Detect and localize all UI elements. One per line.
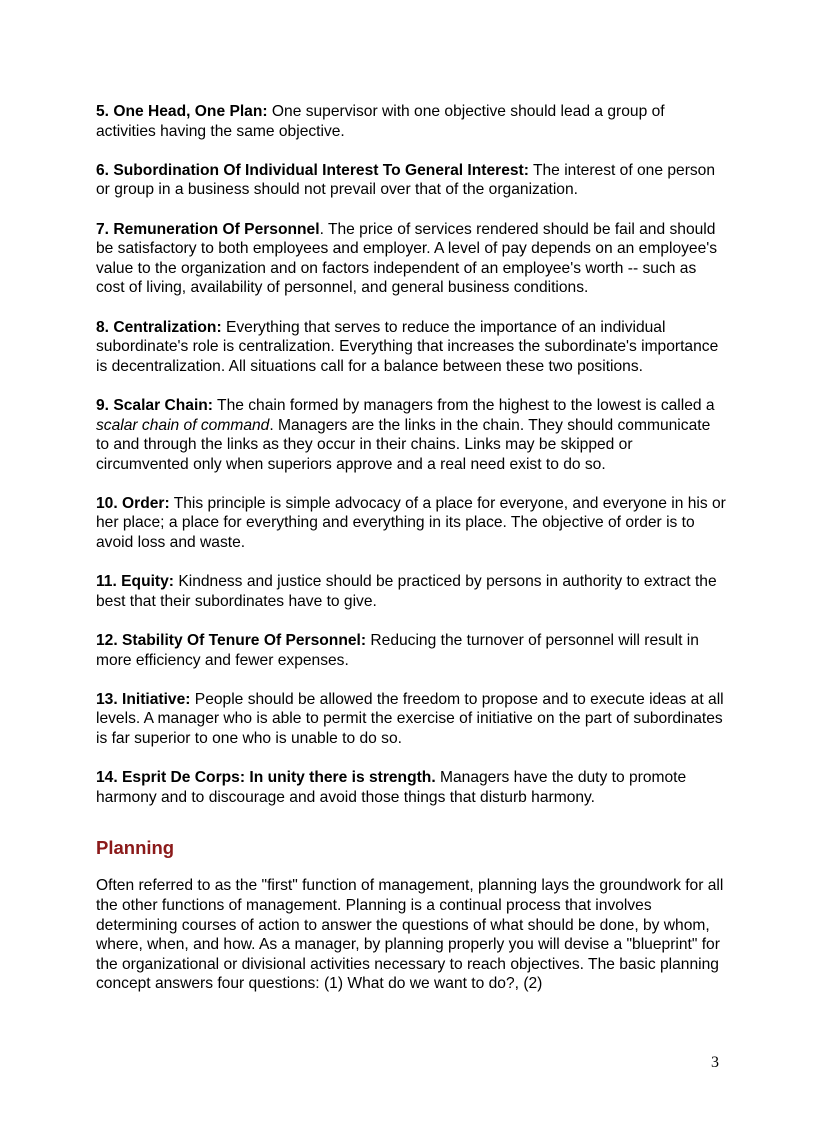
principle-12 xyxy=(96,631,726,670)
principle-10 xyxy=(96,494,726,553)
principle-title: 10. Order: xyxy=(96,494,170,512)
principle-title: 6. Subordination Of Individual Interest To General Interest: xyxy=(96,161,529,179)
principle-text: Kindness and justice should be practiced by persons in authority to extract the best that their subordinates have to give. xyxy=(96,573,717,610)
page-content xyxy=(96,102,726,1014)
principle-title: 12. Stability Of Tenure Of Personnel: xyxy=(96,632,367,650)
principle-9 xyxy=(96,396,726,474)
principle-text: Managers have the duty to promote harmony and to discourage and avoid those things that disturb harmony. xyxy=(96,769,687,806)
principle-7 xyxy=(96,220,726,298)
page-number: 3 xyxy=(711,1054,719,1071)
principle-title: 9. Scalar Chain: xyxy=(96,396,213,414)
principle-italic-term: scalar chain of command xyxy=(96,416,270,434)
principle-text: People should be allowed the freedom to propose and to execute ideas at all levels. A manager who is able to permit the exercise of initiative on the part of subordinates is far superior to one who is unable to do so. xyxy=(96,690,724,747)
principle-14 xyxy=(96,768,726,807)
principle-11 xyxy=(96,572,726,611)
section-heading-planning: Planning xyxy=(96,837,175,859)
principle-text: . The price of services rendered should be fail and should be satisfactory to both employees and employer. A level of pay depends on an employee's value to the organization and on factors independent of an employee's worth -- such as cost of living, availability of personnel, and general business conditions. xyxy=(96,220,718,297)
principle-text: One supervisor with one objective should lead a group of activities having the same objective. xyxy=(96,103,665,140)
principle-title: 8. Centralization: xyxy=(96,318,222,336)
principle-text: . Managers are the links in the chain. They should communicate to and through the links as they occur in their chains. Links may be skipped or circumvented only when superiors approve and a real need exist to do so. xyxy=(96,416,711,473)
principle-title: 11. Equity: xyxy=(96,573,174,591)
principle-13 xyxy=(96,690,726,749)
principle-title: 13. Initiative: xyxy=(96,690,191,708)
principle-8 xyxy=(96,318,726,377)
principle-text: Reducing the turnover of personnel will result in more efficiency and fewer expenses. xyxy=(96,632,699,669)
principle-text: The interest of one person or group in a business should not prevail over that of the organization. xyxy=(96,161,716,199)
principle-title: 5. One Head, One Plan: xyxy=(96,103,268,120)
principle-5 xyxy=(96,102,726,141)
principle-text: The chain formed by managers from the highest to the lowest is called a xyxy=(213,396,715,414)
principle-6 xyxy=(96,161,726,200)
principle-title: 7. Remuneration Of Personnel xyxy=(96,220,320,238)
principle-title: 14. Esprit De Corps: In unity there is strength. xyxy=(96,769,436,787)
principle-text: Everything that serves to reduce the importance of an individual subordinate's role is centralization. Everything that increases the subordinate's importance is decentralization. All situations call for a balance between these two positions. xyxy=(96,318,719,375)
planning-paragraph: Often referred to as the "first" function of management, planning lays the groundwork for all the other functions of management. Planning is a continual process that involves determining courses of action to answer the questions of what should be done, by whom, where, when, and how. As a manager, by planning properly you will devise a "blueprint" for the organizational or divisional activities necessary to reach objectives. The basic planning concept answers four questions: (1) What do we want to do?, (2) xyxy=(96,877,724,993)
principle-text: This principle is simple advocacy of a place for everyone, and everyone in his or her place; a place for everything and everything in its place. The objective of order is to avoid loss and waste. xyxy=(96,494,726,552)
